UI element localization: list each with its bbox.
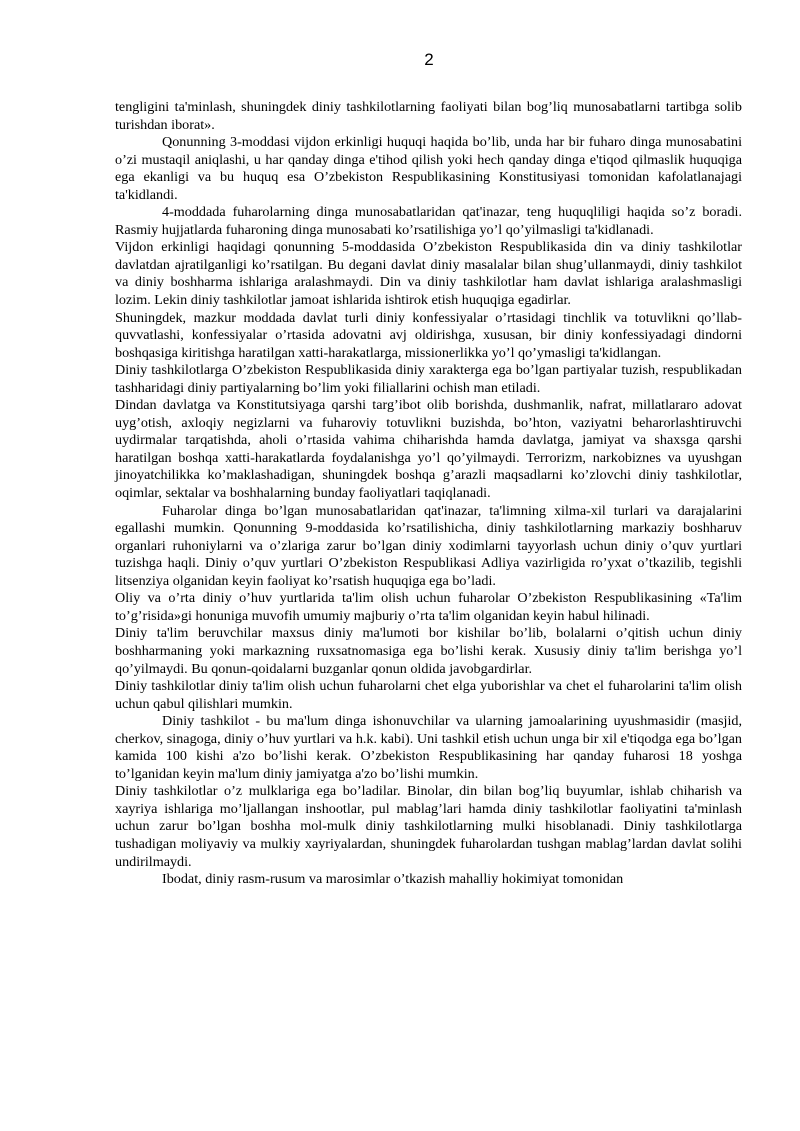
document-body [115, 99, 742, 889]
paragraph: Diniy ta'lim beruvchilar maxsus diniy ma'lumoti bor kishilar bo’lib, bolalarni o’qitish uchun diniy boshharmaning yoki markazning ruxsatnomasiga ega bo’lishi kerak. Xususiy diniy ta'lim berishga yo’l qo’yilmaydi. Bu qonun-qoidalarni buzganlar qonun oldida javobgardirlar. [115, 625, 742, 677]
paragraph: Dindan davlatga va Konstitutsiyaga qarshi targ’ibot olib borishda, dushmanlik, nafrat, millatlararo adovat uyg’otish, axloqiy negizlarni va fuharoviy totuvlikni buzishda, bo’hton, vaziyatni beharorlashtiruvchi uydirmalar tarqatishda, aholi o’rtasida vahima chiharishda hamda davlatga, jamiyat va shaxsga qarshi haratilgan boshqa xatti-harakatlarda foydalanishga yo’l qo’yilmaydi. Terrorizm, narkobiznes va uyushgan jinoyatchilikka ko’maklashadigan, shuningdek boshqa g’arazli maqsadlarni ko’zlovchi diniy tashkilotlar, oqimlar, sektalar va boshhalarning bunday faoliyatlari taqiqlanadi. [115, 397, 742, 502]
paragraph: Shuningdek, mazkur moddada davlat turli diniy konfessiyalar o’rtasidagi tinchlik va totuvlikni qo’llab-quvvatlashi, konfessiyalar o’rtasida adovatni avj oldirishga, xususan, bir diniy konfessiyadagi dindorni boshqasiga kiritishga haratilgan xatti-harakatlarga, missionerlikka yo’l qo’ymasligi ta'kidlangan. [115, 309, 742, 361]
page-number: 2 [424, 50, 434, 69]
paragraph: Diniy tashkilotlar o’z mulklariga ega bo’ladilar. Binolar, din bilan bog’liq buyumlar, ishlab chiharish va xayriya ishlariga mo’ljallangan inshootlar, pul mablag’lari hamda diniy tashkilotlar faoliyatini ta'minlash uchun zarur bo’lgan boshha mol-mulk diniy tashkilotlarning mulki hisoblanadi. Diniy tashkilotlarga tushadigan moliyaviy va mulkiy xayriyalardan, shuningdek fuharolardan tushgan mablag’lardan davlat solihi undirilmaydi. [115, 783, 742, 870]
paragraph: 4-moddada fuharolarning dinga munosabatlaridan qat'inazar, teng huquqliligi haqida so’z boradi. Rasmiy hujjatlarda fuharoning dinga munosabati ko’rsatilishiga yo’l qo’yilmasligi ta'kidlanadi. [115, 204, 742, 238]
paragraph: Diniy tashkilot - bu ma'lum dinga ishonuvchilar va ularning jamoalarining uyushmasidir (masjid, cherkov, sinagoga, diniy o’huv yurtlari va h.k. kabi). Uni tashkil etish uchun unga bir xil e'tiqodga ega bo’lgan kamida 100 kishi a'zo bo’lishi kerak. O’zbekiston Respublikasining har qanday fuharosi 18 yoshga to’lganidan keyin ma'lum diniy jamiyatga a'zo bo’lishi mumkin. [115, 713, 742, 782]
paragraph: Qonunning 3-moddasi vijdon erkinligi huquqi haqida bo’lib, unda har bir fuharo dinga munosabatini o’zi mustaqil aniqlashi, u har qanday dinga e'tihod qilish yoki hech qanday dinga e'tiqod qilmaslik huquqiga ega ekanligi va bu huquq esa O’zbekiston Respublikasining Konstitusiyasi tomonidan kafolatlanajagi ta'kidlandi. [115, 134, 742, 203]
paragraph: Diniy tashkilotlarga O’zbekiston Respublikasida diniy xarakterga ega bo’lgan partiyalar tuzish, respublikadan tashharidagi diniy partiyalarning bo’lim yoki filiallarini ochish man etiladi. [115, 362, 742, 396]
paragraph: tengligini ta'minlash, shuningdek diniy tashkilotlarning faoliyati bilan bog’liq munosabatlarni tartibga solib turishdan iborat». [115, 99, 742, 133]
paragraph: Oliy va o’rta diniy o’huv yurtlarida ta'lim olish uchun fuharolar O’zbekiston Respublikasining «Ta'lim to’g’risida»gi honuniga muvofih umumiy majburiy o’rta ta'lim olganidan keyin habul hilinadi. [115, 590, 742, 624]
paragraph: Vijdon erkinligi haqidagi qonunning 5-moddasida O’zbekiston Respublikasida din va diniy tashkilotlar davlatdan ajratilganligi ko’rsatilgan. Bu degani davlat diniy masalalar bilan shug’ullanmaydi, diniy tashkilot va diniy boshharma ishlariga aralashmaydi. Din va diniy tashkilotlar ham davlat ishlariga aralashmasligi lozim. Lekin diniy tashkilotlar jamoat ishlarida ishtirok etish huquqiga egadirlar. [115, 239, 742, 309]
paragraph: Diniy tashkilotlar diniy ta'lim olish uchun fuharolarni chet elga yuborishlar va chet el fuharolarini ta'lim olish uchun qabul qilishlari mumkin. [115, 678, 742, 712]
paragraph: Ibodat, diniy rasm-rusum va marosimlar o’tkazish mahalliy hokimiyat tomonidan [162, 871, 624, 888]
paragraph: Fuharolar dinga bo’lgan munosabatlaridan qat'inazar, ta'limning xilma-xil turlari va darajalarini egallashi mumkin. Qonunning 9-moddasida ko’rsatilishicha, diniy tashkilotlarning markaziy boshharuv organlari ruhoniylarni va o’zlariga zarur bo’lgan diniy xodimlarni tayyorlash uchun diniy o’quv yurtlari tuzishga haqli. Diniy o’quv yurtlari O’zbekiston Respublikasi Adliya vazirligida ro’yxat o’tkazilib, tegishli litsenziya olganidan keyin faoliyat ko’rsatish huquqiga ega bo’ladi. [115, 502, 742, 589]
